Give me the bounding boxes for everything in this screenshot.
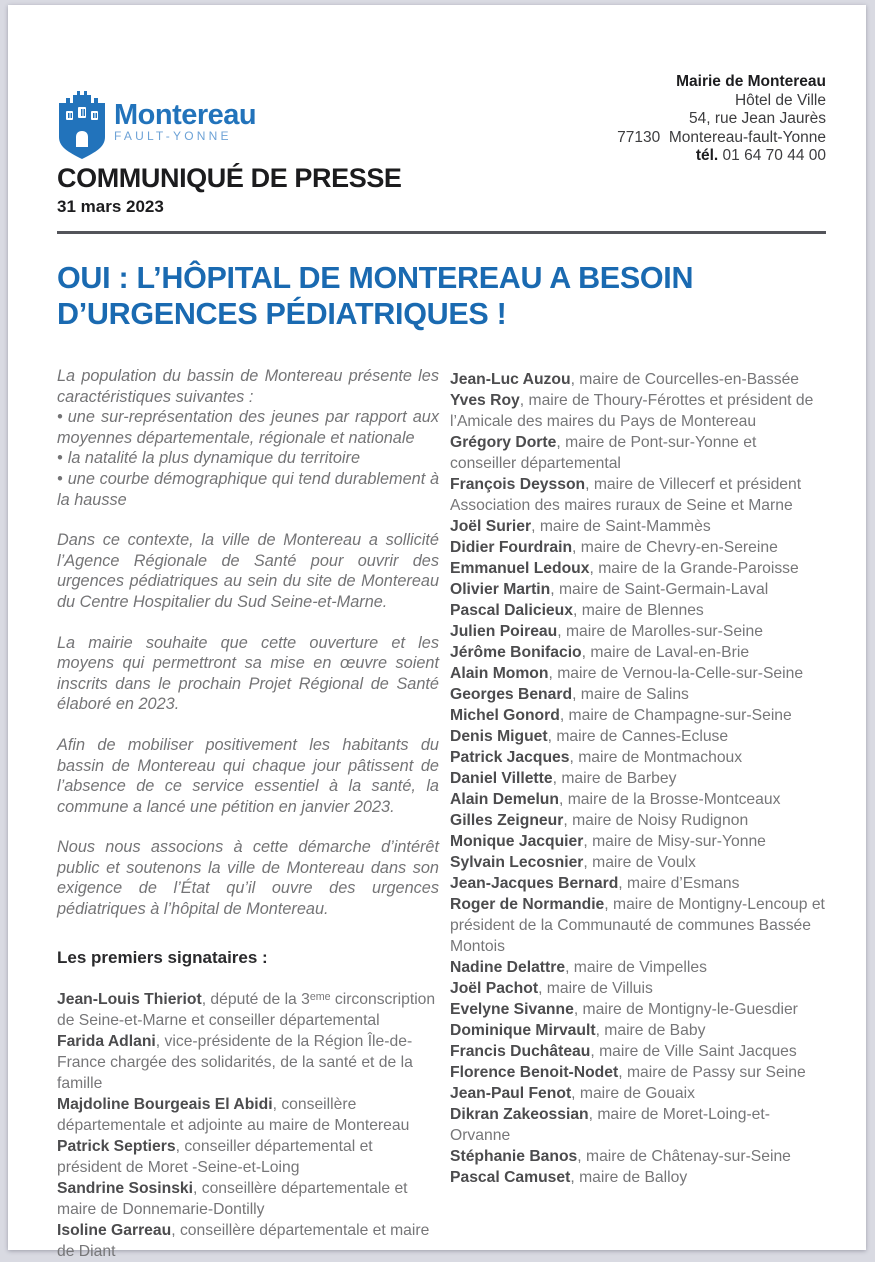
logo-text [114, 101, 256, 143]
signatory-name: Didier Fourdrain [450, 539, 573, 556]
signatory-item: Julien Poireau, maire de Marolles-sur-Seine [450, 623, 763, 640]
signatory-name: Stéphanie Banos [450, 1148, 578, 1165]
signatory-name: Alain Demelun [450, 791, 559, 808]
signatory-item: Joël Surier, maire de Saint-Mammès [450, 518, 711, 535]
signatory-name: Roger de Normandie [450, 896, 605, 913]
signatory-item: Alain Demelun, maire de la Brosse-Montceaux [450, 791, 781, 808]
signatory-role: maire de Vimpelles [573, 959, 707, 976]
signatory-item: Olivier Martin, maire de Saint-Germain-Laval [450, 581, 769, 598]
address-line: 54, rue Jean Jaurès [688, 110, 826, 128]
org-name: Mairie de Montereau [676, 73, 826, 90]
signatory-name: Francis Duchâteau [450, 1043, 591, 1060]
signatory-item: Dominique Mirvault, maire de Baby [450, 1022, 706, 1039]
logo-subtitle: FAULT-YONNE [114, 129, 232, 143]
signatory-name: Patrick Jacques [450, 749, 570, 766]
phone-label: tél. [695, 147, 719, 165]
signatory-name: Olivier Martin [450, 581, 551, 598]
signatory-item: Michel Gonord, maire de Champagne-sur-Seine [450, 707, 792, 724]
kicker: COMMUNIQUÉ DE PRESSE [57, 163, 402, 193]
signatory-item: Denis Miguet, maire de Cannes-Ecluse [450, 728, 729, 745]
address-block [617, 73, 826, 166]
signatory-item: Didier Fourdrain, maire de Chevry-en-Sereine [450, 539, 778, 556]
signatory-name: Grégory Dorte [450, 434, 557, 451]
signatory-item: Monique Jacquier, maire de Misy-sur-Yonne [450, 833, 766, 850]
signatory-role: maire de la Brosse-Montceaux [567, 791, 781, 808]
signatory-role: maire de Chevry-en-Sereine [580, 539, 778, 556]
signatory-role: maire de Balloy [579, 1169, 688, 1186]
signatory-role: maire de Barbey [561, 770, 677, 787]
signatory-role: député de la 3ᵉᵐᵉ circonscription de Seine-et-Marne et conseiller départemental [57, 990, 436, 1029]
signatory-name: Julien Poireau [450, 623, 558, 640]
signatory-item: François Deysson, maire de Villecerf et président Association des maires ruraux de Seine et Marne [450, 476, 802, 514]
paragraph: Nous nous associons à cette démarche d’intérêt public et soutenons la ville de Montereau dans son exigence de l’État qu’il ouvre des urgences pédiatriques à l’hôpital de Montereau. [57, 838, 439, 919]
signatories-left [57, 989, 439, 1262]
signatory-item: Yves Roy, maire de Thoury-Férottes et président de l’Amicale des maires du Pays de Montereau [450, 392, 814, 430]
signatory-role: maire de Marolles-sur-Seine [565, 623, 763, 640]
signatory-name: Joël Pachot [450, 980, 539, 997]
signatory-role: maire de Thoury-Férottes et président de l’Amicale des maires du Pays de Montereau [450, 392, 814, 430]
signatory-item: Isoline Garreau, conseillère départementale et maire de Diant [57, 1221, 430, 1260]
bullet-item: • la natalité la plus dynamique du territoire [57, 449, 361, 468]
intro-lead: La population du bassin de Montereau présente les caractéristiques suivantes : [57, 367, 439, 406]
signatory-item: Alain Momon, maire de Vernou-la-Celle-sur-Seine [450, 665, 804, 682]
signatory-role: maire de Champagne-sur-Seine [568, 707, 792, 724]
signatory-item: Roger de Normandie, maire de Montigny-Lencoup et président de la Communauté de communes Bassée Montois [450, 896, 825, 955]
signatory-item: Evelyne Sivanne, maire de Montigny-le-Guesdier [450, 1001, 798, 1018]
signatory-item: Patrick Jacques, maire de Montmachoux [450, 749, 743, 766]
signatory-role: maire de Gouaix [579, 1085, 695, 1102]
signatory-name: Nadine Delattre [450, 959, 566, 976]
signatory-name: Patrick Septiers [57, 1137, 176, 1155]
signatory-role: maire de Moret-Loing-et-Orvanne [450, 1106, 770, 1144]
signatory-item: Majdoline Bourgeais El Abidi, conseillère départementale et adjointe au maire de Montereau [57, 1095, 410, 1134]
signatory-name: Jean-Jacques Bernard [450, 875, 619, 892]
signatory-name: Gilles Zeigneur [450, 812, 564, 829]
signatory-name: Michel Gonord [450, 707, 560, 724]
signatory-role: maire de Vernou-la-Celle-sur-Seine [557, 665, 804, 682]
logo-title: Montereau [114, 99, 257, 131]
paragraph: Dans ce contexte, la ville de Montereau a sollicité l’Agence Régionale de Santé pour ouvrir des urgences pédiatriques au sein du site de Montereau du Centre Hospitalier du Sud Seine-et-Marne. [57, 531, 439, 611]
paragraph: Afin de mobiliser positivement les habitants du bassin de Montereau qui chaque jour pâtissent de l’absence de ce service essentiel à la santé, la commune a lancé une pétition en janvier 2023. [57, 735, 439, 816]
signatory-item: Jean-Paul Fenot, maire de Gouaix [450, 1085, 695, 1102]
signatory-role: maire d’Esmans [627, 875, 740, 892]
signatory-name: François Deysson [450, 476, 586, 493]
signatory-name: Sandrine Sosinski [57, 1179, 194, 1197]
signatory-item: Jean-Louis Thieriot, député de la 3ᵉᵐᵉ circonscription de Seine-et-Marne et conseiller départemental [57, 990, 436, 1029]
signatory-item: Patrick Septiers, conseiller départemental et président de Moret -Seine-et-Loing [57, 1137, 373, 1176]
address-line: Hôtel de Ville [734, 91, 826, 109]
signatory-role: vice-présidente de la Région Île-de-France chargée des solidarités, de la santé et de la famille [57, 1032, 413, 1092]
signatory-name: Jean-Luc Auzou [450, 371, 571, 388]
signatory-item: Pascal Camuset, maire de Balloy [450, 1169, 688, 1186]
signatory-item: Jean-Jacques Bernard, maire d’Esmans [450, 875, 740, 892]
signatory-role: maire de Courcelles-en-Bassée [579, 371, 800, 388]
signatory-role: maire de Laval-en-Brie [590, 644, 750, 661]
signatories-heading: Les premiers signataires : [57, 947, 268, 967]
signatory-role: maire de Villecerf et président Association des maires ruraux de Seine et Marne [450, 476, 802, 514]
signatory-role: conseillère départementale et maire de Diant [57, 1221, 430, 1260]
phone-line [617, 147, 826, 166]
signatory-name: Pascal Camuset [450, 1169, 571, 1186]
signatory-role: maire de Salins [580, 686, 689, 703]
signatory-name: Evelyne Sivanne [450, 1001, 574, 1018]
signatory-name: Monique Jacquier [450, 833, 584, 850]
signatory-item: Emmanuel Ledoux, maire de la Grande-Paroisse [450, 560, 799, 577]
signatory-item: Jérôme Bonifacio, maire de Laval-en-Brie [450, 644, 750, 661]
signatory-role: maire de Montigny-le-Guesdier [582, 1001, 798, 1018]
signatory-item: Nadine Delattre, maire de Vimpelles [450, 959, 707, 976]
page-title-line: D’URGENCES PÉDIATRIQUES ! [57, 297, 507, 331]
bullet-list [57, 407, 439, 510]
intro-block [57, 366, 439, 510]
address-lines [617, 92, 826, 148]
signatory-name: Florence Benoit-Nodet [450, 1064, 619, 1081]
signatory-role: maire de Cannes-Ecluse [556, 728, 729, 745]
divider [57, 231, 826, 234]
signatory-role: maire de Misy-sur-Yonne [592, 833, 766, 850]
signatory-role: maire de Voulx [592, 854, 696, 871]
signatory-name: Dominique Mirvault [450, 1022, 596, 1039]
signatory-item: Sandrine Sosinski, conseillère départementale et maire de Donnemarie-Dontilly [57, 1179, 408, 1218]
bullet-item: • une courbe démographique qui tend durablement à la hausse [57, 469, 439, 509]
signatory-name: Sylvain Lecosnier [450, 854, 584, 871]
signatory-role: maire de Ville Saint Jacques [599, 1043, 797, 1060]
signatory-name: Majdoline Bourgeais El Abidi [57, 1095, 273, 1113]
signatory-role: maire de la Grande-Paroisse [598, 560, 799, 577]
signatory-name: Jean-Louis Thieriot [57, 990, 202, 1008]
paragraph: La mairie souhaite que cette ouverture et les moyens qui permettront sa mise en œuvre soient inscrits dans le prochain Projet Régional de Santé élaboré en 2023. [57, 633, 439, 714]
press-release-page [8, 5, 866, 1260]
signatory-role: maire de Blennes [581, 602, 704, 619]
content-columns [57, 366, 826, 1262]
address-line: 77130 Montereau-fault-Yonne [617, 128, 826, 146]
signatory-role: conseillère départementale et adjointe au maire de Montereau [57, 1095, 410, 1134]
bullet-icon: • [57, 449, 63, 468]
signatory-name: Daniel Villette [450, 770, 553, 787]
signatory-item: Grégory Dorte, maire de Pont-sur-Yonne et conseiller départemental [450, 434, 757, 472]
signatory-item: Florence Benoit-Nodet, maire de Passy sur Seine [450, 1064, 806, 1081]
signatory-item: Joël Pachot, maire de Villuis [450, 980, 653, 997]
right-column [450, 366, 826, 1262]
signatory-item: Farida Adlani, vice-présidente de la Région Île-de-France chargée des solidarités, de la santé et de la famille [57, 1032, 413, 1092]
signatory-role: maire de Passy sur Seine [626, 1064, 806, 1081]
signatory-role: maire de Montmachoux [578, 749, 743, 766]
signatory-role: maire de Saint-Germain-Laval [558, 581, 769, 598]
signatory-name: Joël Surier [450, 518, 532, 535]
signatory-name: Farida Adlani [57, 1032, 156, 1050]
signatory-item: Pascal Dalicieux, maire de Blennes [450, 602, 704, 619]
release-date: 31 mars 2023 [57, 197, 164, 216]
signatory-name: Georges Benard [450, 686, 573, 703]
bullet-icon: • [57, 408, 63, 427]
signatory-name: Jérôme Bonifacio [450, 644, 582, 661]
letterhead [57, 5, 826, 163]
signatory-name: Alain Momon [450, 665, 549, 682]
signatory-role: maire de Châtenay-sur-Seine [586, 1148, 791, 1165]
signatory-item: Sylvain Lecosnier, maire de Voulx [450, 854, 696, 871]
signatory-item: Gilles Zeigneur, maire de Noisy Rudignon [450, 812, 749, 829]
signatory-item: Dikran Zakeossian, maire de Moret-Loing-et-Orvanne [450, 1106, 770, 1144]
signatory-role: maire de Montigny-Lencoup et président de la Communauté de communes Bassée Montois [450, 896, 825, 955]
page-title-line: OUI : L’HÔPITAL DE MONTEREAU A BESOIN [57, 261, 694, 295]
signatory-item: Stéphanie Banos, maire de Châtenay-sur-Seine [450, 1148, 791, 1165]
bullet-icon: • [57, 469, 63, 488]
signatory-name: Isoline Garreau [57, 1221, 172, 1239]
montereau-crest-icon [57, 89, 107, 155]
signatory-item: Daniel Villette, maire de Barbey [450, 770, 677, 787]
page-title [57, 260, 826, 332]
signatory-role: maire de Villuis [546, 980, 653, 997]
signatory-name: Yves Roy [450, 392, 520, 409]
signatory-role: maire de Saint-Mammès [539, 518, 711, 535]
bullet-item: • une sur-représentation des jeunes par rapport aux moyennes départementale, régionale et nationale [57, 408, 439, 447]
intro-paragraphs [57, 530, 439, 920]
signatories-right [450, 369, 826, 1188]
signatory-item: Jean-Luc Auzou, maire de Courcelles-en-Bassée [450, 371, 800, 388]
phone-number: 01 64 70 44 00 [718, 147, 826, 165]
signatory-name: Denis Miguet [450, 728, 548, 745]
left-column [57, 366, 439, 1262]
signatory-role: maire de Pont-sur-Yonne et conseiller départemental [450, 434, 757, 472]
signatory-role: maire de Baby [604, 1022, 706, 1039]
signatory-name: Emmanuel Ledoux [450, 560, 590, 577]
signatory-role: maire de Noisy Rudignon [572, 812, 749, 829]
signatory-name: Dikran Zakeossian [450, 1106, 589, 1123]
signatory-item: Francis Duchâteau, maire de Ville Saint Jacques [450, 1043, 797, 1060]
signatory-name: Pascal Dalicieux [450, 602, 573, 619]
signatory-item: Georges Benard, maire de Salins [450, 686, 689, 703]
signatory-name: Jean-Paul Fenot [450, 1085, 572, 1102]
signatory-role: conseillère départementale et maire de Donnemarie-Dontilly [57, 1179, 408, 1218]
signatory-role: conseiller départemental et président de Moret -Seine-et-Loing [57, 1137, 373, 1176]
montereau-logo [57, 89, 256, 155]
